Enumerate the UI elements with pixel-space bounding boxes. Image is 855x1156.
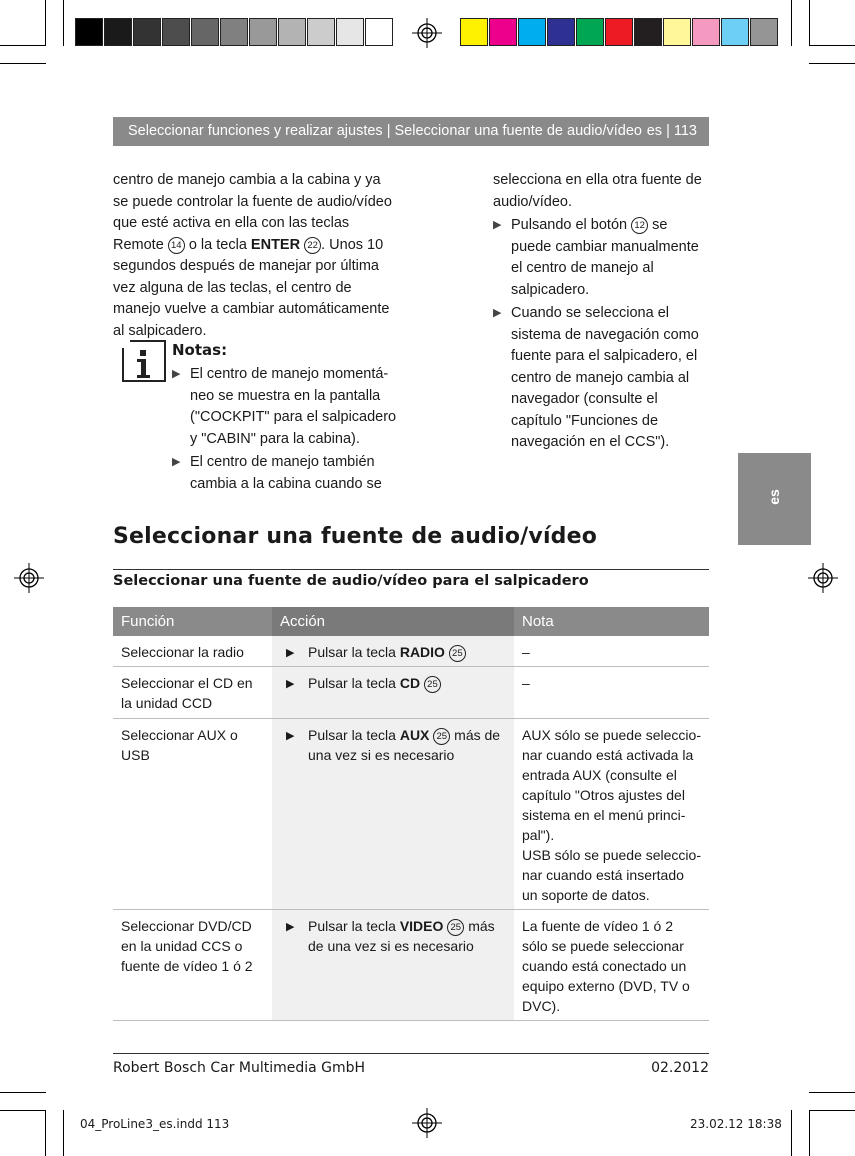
slug-timestamp: 23.02.12 18:38 <box>690 1117 782 1131</box>
section-title: Seleccionar una fuente de audio/vídeo <box>113 524 598 549</box>
table-row: Seleccionar DVD/CD en la unidad CCS o fuente de vídeo 1 ó 2 ▶ Pulsar la tecla VIDEO 25 más de una vez si es necesario La fuente de vídeo 1 ó 2 sólo se puede seleccionar cuando está conectado un equipo externo (DVD, TV o DVC). <box>113 910 709 1021</box>
color-swatch <box>605 18 633 46</box>
bullet-arrow-icon: ▶ <box>493 307 502 319</box>
color-swatch <box>278 18 306 46</box>
subsection-title: Seleccionar una fuente de audio/vídeo para el salpicadero <box>113 573 589 589</box>
function-table <box>113 607 709 1021</box>
color-swatch <box>518 18 546 46</box>
color-swatch <box>692 18 720 46</box>
color-swatch <box>220 18 248 46</box>
page-number: es | 113 <box>646 123 697 139</box>
key-label: ENTER <box>250 236 301 253</box>
footer-divider <box>113 1053 709 1054</box>
color-swatch <box>489 18 517 46</box>
col-header-nota: Nota <box>514 607 709 636</box>
table-row: Seleccionar la radio ▶ Pulsar la tecla RADIO 25 – <box>113 636 709 667</box>
right-column-text: selecciona en ella otra fuente de audio/vídeo. ▶ Pulsando el botón 12 se puede cambiar manualmente el centro de manejo al salpicadero. ▶ Cuando se selecciona el sistema de navegación como fuente para el salpicadero, el centro de manejo cambia al navegador (consulte el capítulo "Funciones de navegación en el CCS"). <box>493 170 708 454</box>
table-header-row <box>113 607 709 636</box>
left-column-text: centro de manejo cambia a la cabina y ya se puede controlar la fuente de audio/vídeo que esté activa en ella con las teclas Remote 14 o la tecla ENTER 22 . Unos 10 segundos después de manejar por última vez alguna de las teclas, el centro de manejo vuelve a cambiar automáticamente al salpicadero. <box>113 172 392 339</box>
table-row: Seleccionar AUX o USB ▶ Pulsar la tecla AUX 25 más de una vez si es necesario AUX sólo se puede seleccio-nar cuando está activada la entrada AUX (consulte el capítulo "Otros ajustes del sistema en el menú princi-pal"). USB sólo se puede seleccio-nar cuando está insertado un soporte de datos. <box>113 719 709 910</box>
notes-list <box>172 364 400 495</box>
color-swatch <box>750 18 778 46</box>
running-header <box>113 117 709 146</box>
footer-date: 02.2012 <box>651 1060 709 1076</box>
header-title: Seleccionar funciones y realizar ajustes | Seleccionar una fuente de audio/vídeo <box>128 123 642 139</box>
divider <box>113 569 709 570</box>
ref-marker: 22 <box>304 237 321 254</box>
bullet-arrow-icon: ▶ <box>286 921 295 933</box>
info-icon <box>122 340 166 382</box>
list-item: ▶ Cuando se selecciona el sistema de navegación como fuente para el salpicadero, el centro de manejo cambia al navegador (consulte el capítulo "Funciones de navegación en el CCS"). <box>493 305 699 450</box>
bullet-arrow-icon: ▶ <box>286 678 295 690</box>
bullet-arrow-icon: ▶ <box>172 456 181 468</box>
notes-title: Notas: <box>172 341 228 359</box>
color-swatch <box>547 18 575 46</box>
color-swatch <box>460 18 488 46</box>
color-swatch <box>104 18 132 46</box>
color-swatch <box>576 18 604 46</box>
slug-filename: 04_ProLine3_es.indd 113 <box>80 1117 230 1131</box>
list-item: ▶ El centro de manejo momentá-neo se muestra en la pantalla ("COCKPIT" para el salpicadero y "CABIN" para la cabina). <box>172 366 397 447</box>
registration-mark-icon <box>14 563 44 593</box>
color-swatch <box>133 18 161 46</box>
color-swatch <box>162 18 190 46</box>
ref-marker: 25 <box>433 728 450 745</box>
registration-mark-icon <box>412 1108 442 1138</box>
ref-marker: 12 <box>631 217 648 234</box>
color-swatch <box>663 18 691 46</box>
language-tab: es <box>738 453 811 545</box>
color-swatch <box>307 18 335 46</box>
color-swatch <box>191 18 219 46</box>
bullet-arrow-icon: ▶ <box>286 730 295 742</box>
color-swatch <box>365 18 393 46</box>
color-swatch <box>336 18 364 46</box>
color-swatch <box>75 18 103 46</box>
color-swatch <box>634 18 662 46</box>
ref-marker: 14 <box>168 237 185 254</box>
col-header-accion: Acción <box>272 607 514 636</box>
table-row: Seleccionar el CD en la unidad CCD ▶ Pulsar la tecla CD 25 – <box>113 667 709 719</box>
ref-marker: 25 <box>447 919 464 936</box>
color-swatch <box>721 18 749 46</box>
registration-mark-icon <box>808 563 838 593</box>
bullet-arrow-icon: ▶ <box>172 368 181 380</box>
bullet-arrow-icon: ▶ <box>493 219 502 231</box>
registration-mark-icon <box>412 18 442 48</box>
ref-marker: 25 <box>424 676 441 693</box>
color-swatch <box>249 18 277 46</box>
bullet-arrow-icon: ▶ <box>286 647 295 659</box>
list-item: ▶ Pulsando el botón 12 se puede cambiar manualmente el centro de manejo al salpicadero. <box>493 217 699 298</box>
footer-company: Robert Bosch Car Multimedia GmbH <box>113 1060 366 1076</box>
ref-marker: 25 <box>449 645 466 662</box>
list-item: ▶ El centro de manejo también cambia a la cabina cuando se <box>172 454 382 492</box>
col-header-funcion: Función <box>113 607 272 636</box>
